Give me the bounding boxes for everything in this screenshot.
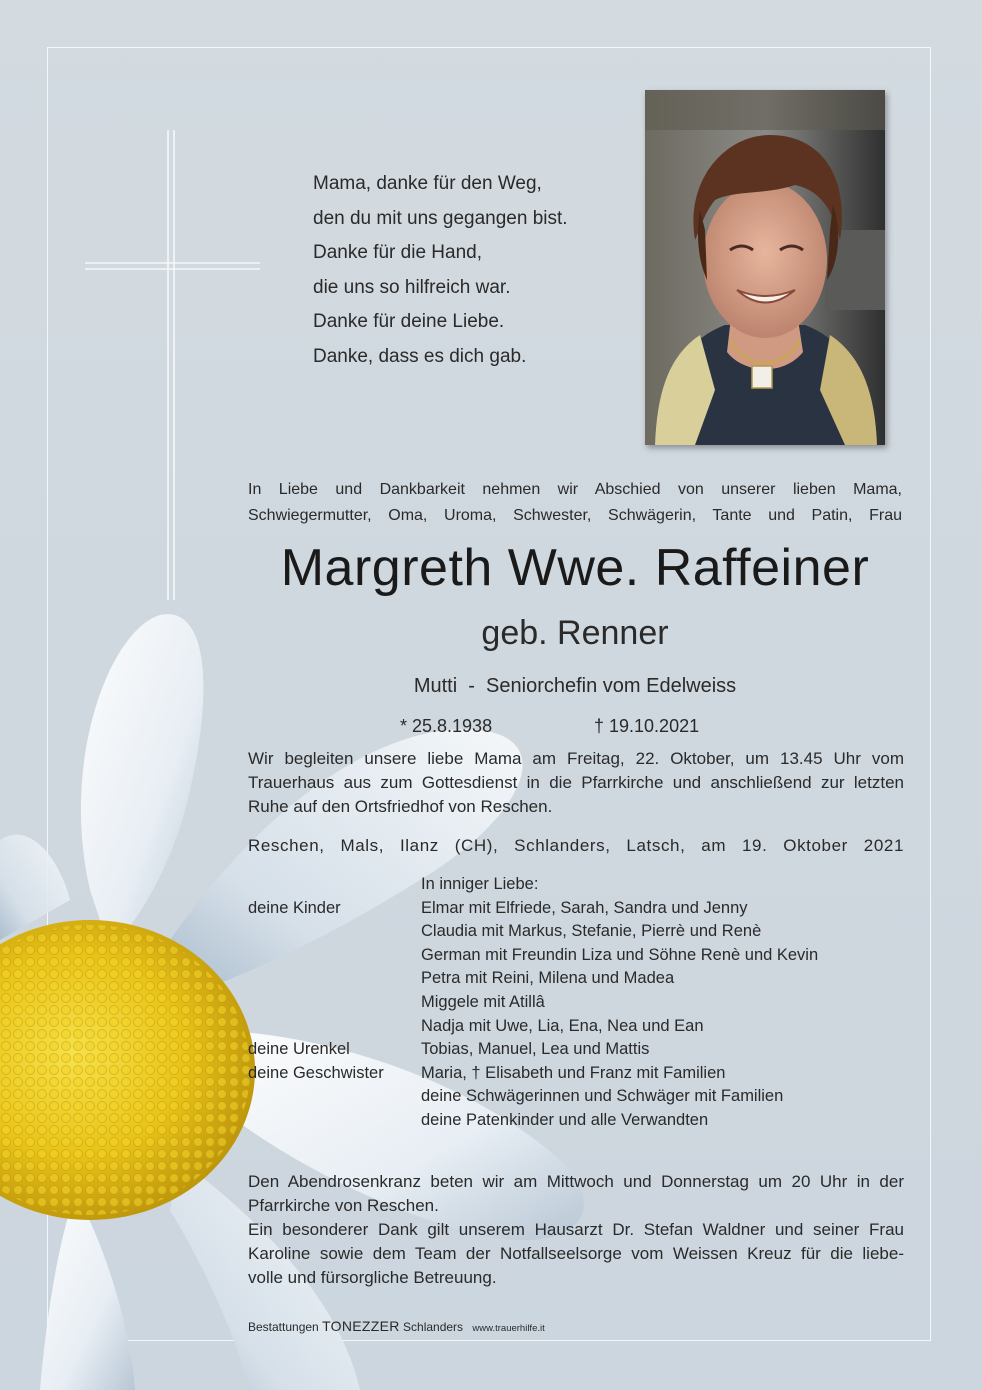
thanks-line: Ein besonderer Dank gilt unserem Hausarzt Dr. Stefan Waldner und seiner Frau: [248, 1220, 904, 1239]
rosary-text: [248, 1170, 904, 1218]
mourner-label: [248, 991, 421, 1015]
poem: [313, 167, 568, 375]
thanks-text: [248, 1218, 904, 1290]
poem-line: Danke für deine Liebe.: [313, 311, 505, 333]
birth-date: * 25.8.1938: [400, 716, 493, 736]
mourner-row: [248, 897, 818, 921]
thanks-line: Karoline sowie dem Team der Notfallseelsorge vom Weissen Kreuz für die liebe-: [248, 1244, 904, 1263]
funeral-line: Wir begleiten unsere liebe Mama am Freitag, 22. Oktober, um 13.45 Uhr vom: [248, 749, 904, 768]
intro-line: In Liebe und Dankbarkeit nehmen wir Abschied von unserer lieben Mama,: [248, 481, 902, 498]
intro-text: [248, 477, 902, 529]
footer-town: Schlanders: [403, 1320, 464, 1334]
place-date: Reschen, Mals, Ilanz (CH), Schlanders, Latsch, am 19. Oktober 2021: [248, 836, 904, 855]
mourner-value: deine Schwägerinnen und Schwäger mit Familien: [421, 1087, 784, 1106]
mourner-label: [248, 967, 421, 991]
mourner-value: Claudia mit Markus, Stefanie, Pierrè und Renè: [421, 922, 762, 941]
mourner-value: Elmar mit Elfriede, Sarah, Sandra und Jenny: [421, 898, 748, 917]
mourner-row: [248, 967, 818, 991]
mourner-row: [248, 1015, 818, 1039]
funeral-text: [248, 747, 904, 819]
mourner-value: deine Patenkinder und alle Verwandten: [421, 1110, 709, 1129]
mourner-label: deine Geschwister: [248, 1063, 384, 1082]
footer-url: www.trauerhilfe.it: [472, 1323, 545, 1334]
intro-line: Schwiegermutter, Oma, Uroma, Schwester, Schwägerin, Tante und Patin, Frau: [248, 507, 902, 524]
footer-company: TONEZZER: [322, 1318, 400, 1334]
poem-line: Danke, dass es dich gab.: [313, 345, 527, 367]
mourner-value: German mit Freundin Liza und Söhne Renè und Kevin: [421, 945, 819, 964]
role-text: Mutti - Seniorchefin vom Edelweiss: [413, 675, 737, 697]
mourner-row: [248, 1062, 818, 1086]
mourner-value: Tobias, Manuel, Lea und Mattis: [421, 1040, 650, 1059]
mourner-row: [248, 920, 818, 944]
maiden-name: geb. Renner: [481, 614, 669, 652]
rosary-line: Den Abendrosenkranz beten wir am Mittwoch und Donnerstag um 20 Uhr in der: [248, 1172, 904, 1191]
mourner-label: deine Urenkel: [248, 1040, 350, 1059]
mourner-value: Miggele mit Atillâ: [421, 992, 545, 1011]
footer-prefix: Bestattungen: [248, 1320, 319, 1334]
thanks-line: volle und fürsorgliche Betreuung.: [248, 1268, 497, 1287]
funeral-line: Trauerhaus aus zum Gottesdienst in die Pfarrkirche und anschließend zur letzten: [248, 773, 904, 792]
mourner-label: [248, 920, 421, 944]
mourner-value: Nadja mit Uwe, Lia, Ena, Nea und Ean: [421, 1016, 704, 1035]
mourner-row: [248, 1109, 818, 1133]
death-date: † 19.10.2021: [594, 716, 700, 736]
portrait-photo: [645, 90, 885, 445]
rosary-line: Pfarrkirche von Reschen.: [248, 1196, 439, 1215]
mourner-label: [248, 1015, 421, 1039]
poem-line: Mama, danke für den Weg,: [313, 173, 542, 194]
footer: [248, 1318, 545, 1334]
mourner-value: Petra mit Reini, Milena und Madea: [421, 969, 675, 988]
mourner-label: [248, 944, 421, 968]
mourner-label: [248, 1109, 421, 1133]
mourner-value: Maria, † Elisabeth und Franz mit Familien: [421, 1063, 726, 1082]
funeral-line: Ruhe auf den Ortsfriedhof von Reschen.: [248, 797, 553, 816]
mourner-row: [248, 944, 818, 968]
mourner-label: [248, 1085, 421, 1109]
cross-icon: [85, 130, 260, 600]
mourners-heading: In inniger Liebe:: [421, 875, 539, 893]
mourner-row: [248, 1085, 818, 1109]
poem-line: Danke für die Hand,: [313, 242, 482, 264]
mourners-list: [248, 873, 818, 1133]
poem-line: den du mit uns gegangen bist.: [313, 207, 568, 229]
mourner-row: [248, 1038, 818, 1062]
mourner-label: deine Kinder: [248, 898, 341, 917]
deceased-name: Margreth Wwe. Raffeiner: [280, 539, 870, 597]
poem-line: die uns so hilfreich war.: [313, 276, 511, 298]
mourner-row: [248, 991, 818, 1015]
